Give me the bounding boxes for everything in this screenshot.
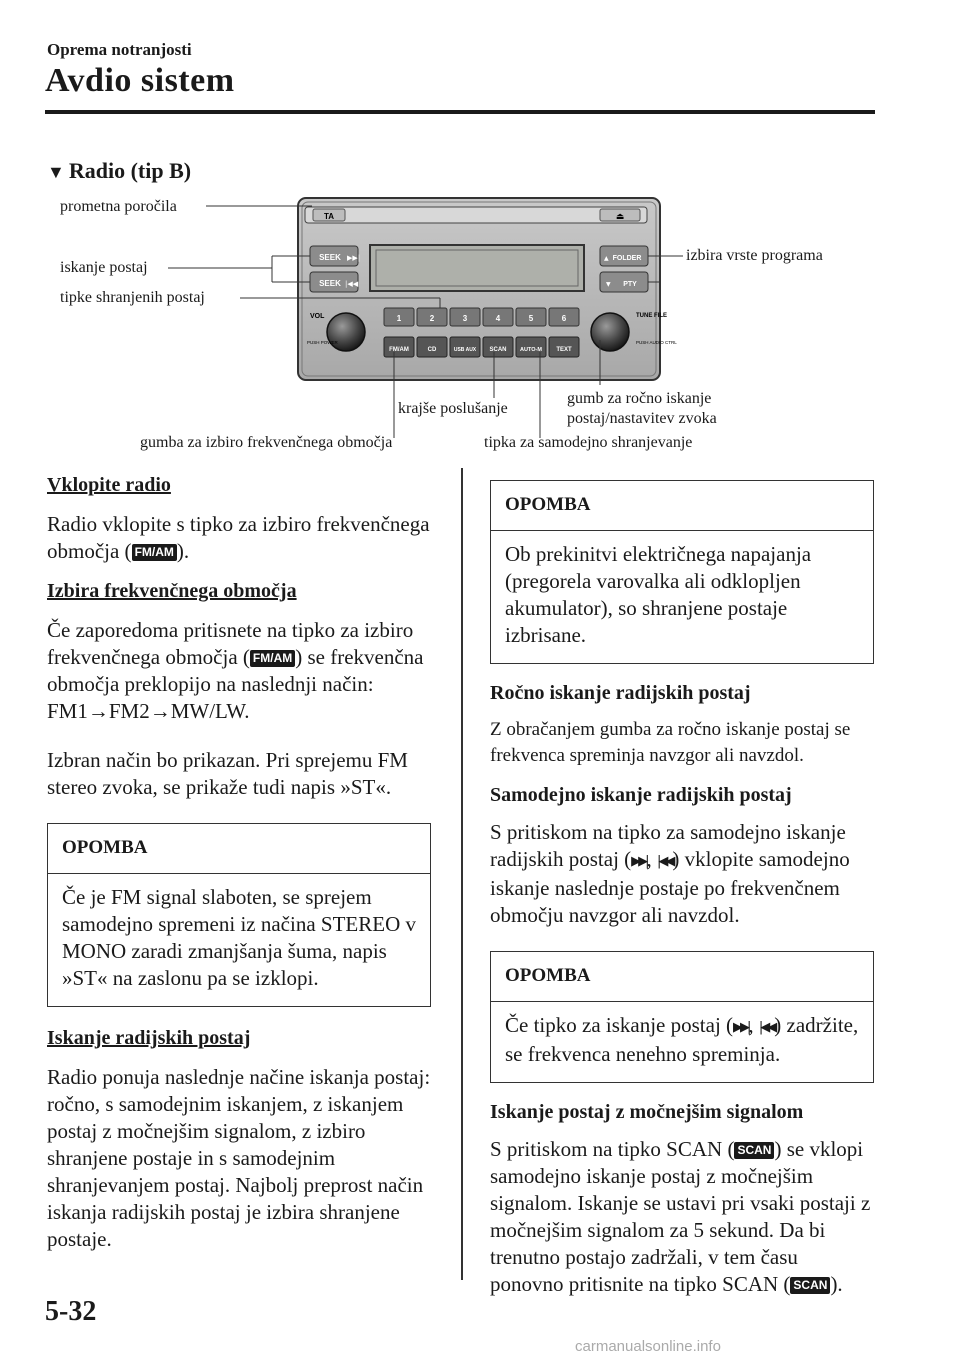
ta-button-label: TA (323, 212, 335, 221)
usb-aux-button-label: USB AUX (453, 347, 477, 353)
push-power-label: PUSH POWER (307, 340, 338, 345)
note-text: Če je FM signal slaboten, se sprejem samodejno spremeni iz načina STEREO v MONO zaradi zmanjšanja šuma, napis »ST« na zaslonu pa se izklopi. (62, 885, 416, 990)
callout-band-select: gumba za izbiro frekvenčnega območja (140, 434, 393, 451)
triangle-icon: ▼ (47, 162, 65, 182)
svg-text:▲: ▲ (604, 255, 609, 262)
text-span: ) se vklopi samodejno iskanje postaj z močnejšim signalom. Iskanje se ustavi pri vsaki postaji z močnejšim signalom za 5 sekund. Da bi trenutno postajo zadržali, v tem času ponovno pritisnite na tipko SCAN ( (490, 1137, 871, 1296)
watermark[interactable]: carmanualsonline.info (575, 1338, 721, 1355)
seek-down-icon: |◀◀ (657, 854, 673, 869)
text-span: S pritiskom na tipko za samodejno iskanje radijskih postaj ( (490, 820, 846, 871)
text-button-label: TEXT (556, 347, 572, 353)
seek-up-icon: ▶▶| (631, 854, 647, 869)
vol-label: VOL (310, 313, 325, 320)
heading-band-select: Izbira frekvenčnega območja (47, 580, 297, 602)
paragraph-band-select (47, 617, 432, 725)
note-title: OPOMBA (491, 481, 873, 531)
text-span: Če zaporedoma pritisnete na tipko za izbiro frekvenčnega območja ( (47, 618, 414, 669)
heading-manual-tuning: Ročno iskanje radijskih postaj (490, 682, 751, 704)
note-box-power (490, 480, 874, 664)
callout-program-type: izbira vrste programa (686, 247, 823, 264)
fmam-button-icon: FM/AM (250, 650, 295, 667)
note-text (491, 1002, 873, 1082)
preset-1: 1 (396, 314, 402, 323)
tune-file-label: TUNE FILE (636, 313, 667, 319)
seek-down-button-label: SEEK (319, 279, 341, 288)
auto-m-button-label: AUTO-M (520, 347, 542, 353)
text-span: , (748, 1013, 759, 1037)
preset-6: 6 (561, 314, 567, 323)
note-title: OPOMBA (48, 824, 430, 874)
page-number: 5-32 (45, 1296, 97, 1327)
eject-icon: ⏏ (615, 212, 625, 222)
text-span: S pritiskom na tipko SCAN ( (490, 1137, 735, 1161)
preset-3: 3 (462, 314, 468, 323)
text-span: ) vklopite samodejno iskanje naslednje postaje po frekvenčnem območju navzgor ali navzdol. (490, 847, 850, 927)
svg-text:|◀◀: |◀◀ (345, 280, 359, 288)
section-label: Oprema notranjosti (47, 40, 192, 59)
heading-scan-tuning: Iskanje postaj z močnejšim signalom (490, 1101, 804, 1123)
heading-seek-tuning: Samodejno iskanje radijskih postaj (490, 784, 792, 806)
callout-auto-memory: tipka za samodejno shranjevanje (484, 434, 693, 451)
fmam-button-label: FM/AM (389, 347, 409, 353)
note-text: Ob prekinitvi električnega napajanja (pregorela varovalka ali odklopljen akumulator), so shranjene postaje izbrisane. (505, 542, 812, 647)
pty-button-label: PTY (623, 281, 637, 288)
paragraph-scan-tuning (490, 1136, 875, 1298)
paragraph-manual-tuning: Z obračanjem gumba za ročno iskanje postaj se frekvenca spreminja navzgor ali navzdol. (490, 719, 851, 766)
callout-tune-knob-1: gumb za ročno iskanje (567, 390, 712, 407)
seek-down-icon: |◀◀ (758, 1020, 775, 1035)
header-rule (45, 110, 875, 114)
preset-5: 5 (528, 314, 534, 323)
note-box-fm (47, 823, 431, 1007)
right-column (490, 480, 875, 1311)
paragraph-seek-tuning (490, 819, 875, 929)
paragraph-turn-on (47, 511, 432, 565)
callout-tune-knob-2: postaj/nastavitev zvoka (567, 410, 717, 427)
radio-diagram (0, 180, 960, 460)
column-divider (461, 468, 463, 1280)
cd-button-label: CD (427, 347, 437, 353)
folder-button-label: FOLDER (612, 255, 642, 262)
scan-button-icon: SCAN (734, 1142, 774, 1159)
text-span: ) zadržite, se frekvenca nenehno spreminja. (505, 1013, 859, 1066)
text-span: ). (830, 1272, 843, 1296)
heading-turn-on-radio: Vklopite radio (47, 474, 171, 496)
text-span: , (646, 847, 658, 871)
preset-2: 2 (429, 314, 435, 323)
seek-up-button-label: SEEK (319, 253, 341, 262)
heading-searching: Iskanje radijskih postaj (47, 1027, 251, 1049)
scan-button-label: SCAN (489, 347, 507, 353)
scan-button-icon: SCAN (790, 1277, 830, 1294)
callout-seek: iskanje postaj (60, 259, 148, 276)
svg-text:▶▶|: ▶▶| (347, 254, 361, 262)
note-title: OPOMBA (491, 952, 873, 1002)
seek-up-icon: ▶▶| (733, 1020, 749, 1035)
push-audio-label: PUSH AUDIO CTRL (636, 340, 677, 345)
chapter-title: Avdio sistem (45, 62, 235, 99)
callout-scan: krajše poslušanje (398, 400, 508, 417)
text-span: ). (176, 539, 190, 563)
radio-heading-text: Radio (tip B) (68, 158, 192, 183)
fmam-button-icon: FM/AM (132, 544, 177, 561)
callout-presets: tipke shranjenih postaj (60, 289, 205, 306)
text-span: ) se frekvenčna območja preklopijo na naslednji način: FM1→FM2→MW/LW. (47, 645, 424, 723)
left-column (47, 472, 432, 1266)
callout-traffic-info: prometna poročila (60, 198, 177, 215)
paragraph-searching: Radio ponuja naslednje načine iskanja postaj: ročno, s samodejnim iskanjem, z iskanjem postaj z močnejšim signalom, z izbiro shranjene postaje in s samodejnim shranjevanjem postaj. Najbolj preprost način iskanja radijskih postaj je izbira shranjene postaje. (47, 1065, 431, 1251)
svg-text:▼: ▼ (606, 281, 611, 288)
preset-4: 4 (495, 314, 501, 323)
paragraph-stereo: Izbran način bo prikazan. Pri sprejemu FM stereo zvoka, se prikaže tudi napis »ST«. (47, 748, 408, 799)
text-span: Če tipko za iskanje postaj ( (505, 1013, 734, 1037)
text-span: Radio vklopite s tipko za izbiro frekvenčnega območja ( (47, 512, 430, 563)
note-box-seek (490, 951, 874, 1083)
